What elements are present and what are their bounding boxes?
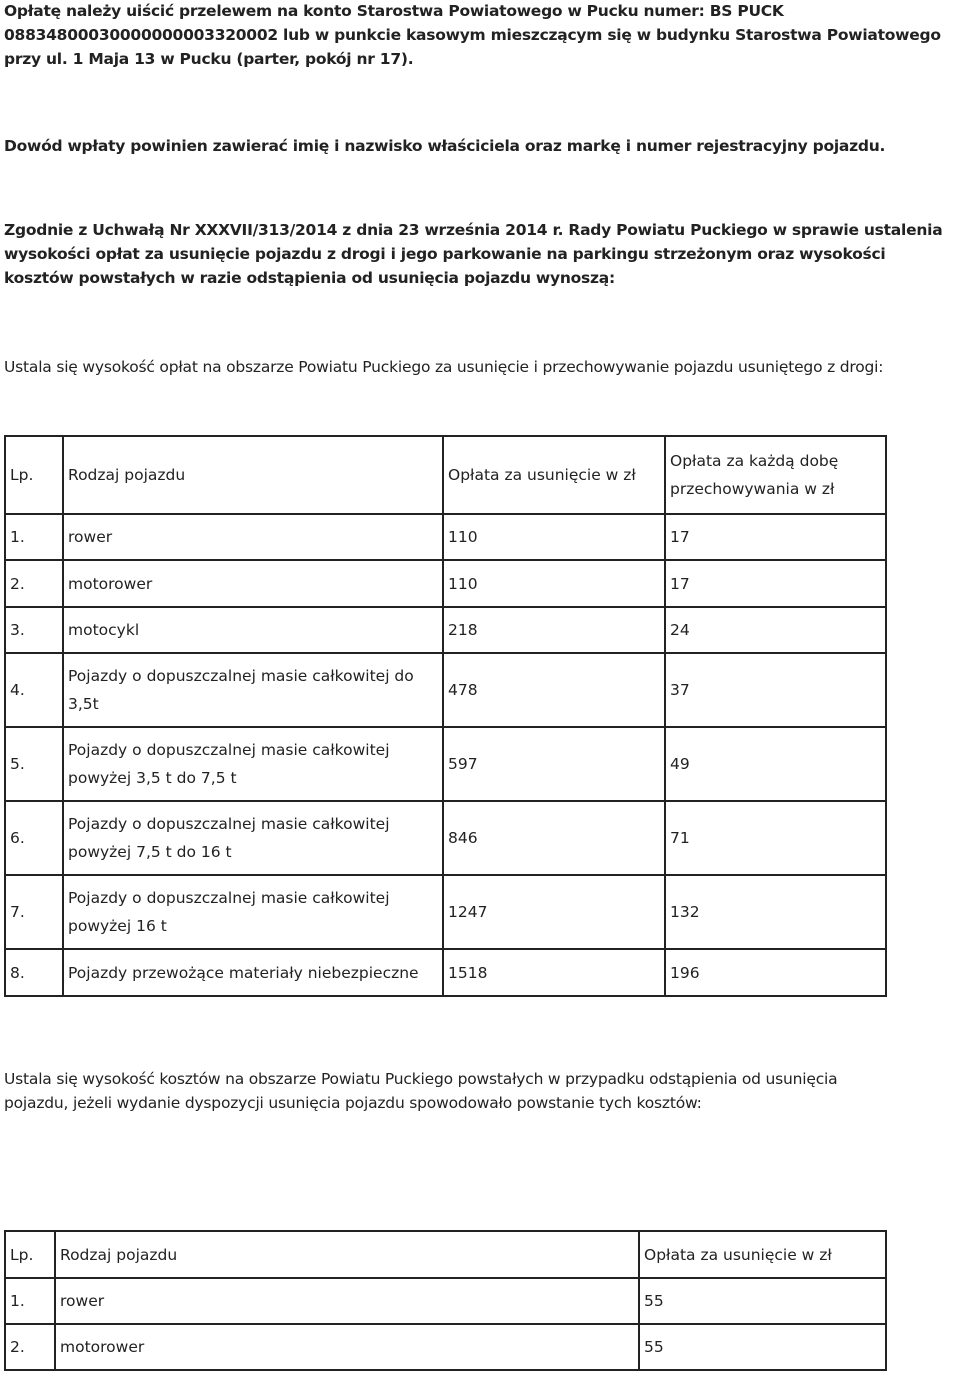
cell-removal-fee: 110 (443, 514, 665, 560)
header-removal-fee: Opłata za usunięcie w zł (443, 436, 665, 514)
cell-lp: 3. (5, 607, 63, 653)
table2-intro-line-2: pojazdu, jeżeli wydanie dyspozycji usunięcia pojazdu spowodowało powstanie tych kosztów: (4, 1094, 702, 1112)
cell-storage-fee: 37 (665, 653, 886, 727)
cell-lp: 2. (5, 560, 63, 607)
resolution-line-1: Zgodnie z Uchwałą Nr XXXVII/313/2014 z dnia 23 września 2014 r. Rady Powiatu Puckiego w sprawie ustalenia (4, 221, 943, 239)
table-row (5, 1278, 886, 1324)
cell-removal-fee: 55 (639, 1324, 886, 1370)
cell-storage-fee: 196 (665, 949, 886, 996)
cell-vehicle-type: rower (55, 1278, 639, 1324)
cell-lp: 5. (5, 727, 63, 801)
cell-vehicle-type: Pojazdy o dopuszczalnej masie całkowitej powyżej 3,5 t do 7,5 t (63, 727, 443, 801)
cell-storage-fee: 132 (665, 875, 886, 949)
payment-line-1: Opłatę należy uiścić przelewem na konto Starostwa Powiatowego w Pucku numer: BS PUCK (4, 2, 784, 20)
cell-vehicle-type: rower (63, 514, 443, 560)
cell-storage-fee: 17 (665, 514, 886, 560)
table-row (5, 949, 886, 996)
payment-proof-note (4, 134, 960, 158)
table-row (5, 560, 886, 607)
cell-removal-fee: 597 (443, 727, 665, 801)
cell-lp: 1. (5, 514, 63, 560)
cell-storage-fee: 17 (665, 560, 886, 607)
cell-vehicle-type: Pojazdy o dopuszczalnej masie całkowitej powyżej 16 t (63, 875, 443, 949)
cell-removal-fee: 55 (639, 1278, 886, 1324)
table-row (5, 727, 886, 801)
cell-removal-fee: 846 (443, 801, 665, 875)
cell-vehicle-type: motocykl (63, 607, 443, 653)
header-vehicle-type: Rodzaj pojazdu (63, 436, 443, 514)
resolution-line-2: wysokości opłat za usunięcie pojazdu z drogi i jego parkowanie na parkingu strzeżonym oraz wysokości (4, 245, 886, 263)
table-row (5, 875, 886, 949)
cell-lp: 8. (5, 949, 63, 996)
withdrawal-costs-table (4, 1230, 887, 1371)
withdrawal-table-header (5, 1231, 886, 1278)
table2-intro-line-1: Ustala się wysokość kosztów na obszarze Powiatu Puckiego powstałych w przypadku odstąpienia od usunięcia (4, 1070, 838, 1088)
table-row (5, 653, 886, 727)
table-row (5, 801, 886, 875)
cell-vehicle-type: Pojazdy o dopuszczalnej masie całkowitej powyżej 7,5 t do 16 t (63, 801, 443, 875)
cell-vehicle-type: Pojazdy o dopuszczalnej masie całkowitej do 3,5t (63, 653, 443, 727)
cell-removal-fee: 218 (443, 607, 665, 653)
cell-removal-fee: 1247 (443, 875, 665, 949)
cell-removal-fee: 478 (443, 653, 665, 727)
header-vehicle-type: Rodzaj pojazdu (55, 1231, 639, 1278)
payment-line-2: 08834800030000000003320002 lub w punkcie kasowym mieszczącym się w budynku Starostwa Powiatowego (4, 26, 941, 44)
cell-lp: 6. (5, 801, 63, 875)
cell-storage-fee: 49 (665, 727, 886, 801)
cell-removal-fee: 110 (443, 560, 665, 607)
cell-lp: 7. (5, 875, 63, 949)
cell-vehicle-type: motorower (63, 560, 443, 607)
payment-info (4, 0, 960, 71)
cell-vehicle-type: Pojazdy przewożące materiały niebezpieczne (63, 949, 443, 996)
cell-lp: 4. (5, 653, 63, 727)
header-storage-fee: Opłata za każdą dobę przechowywania w zł (665, 436, 886, 514)
table-row (5, 607, 886, 653)
table-row (5, 1324, 886, 1370)
cell-lp: 1. (5, 1278, 55, 1324)
cell-storage-fee: 24 (665, 607, 886, 653)
payment-proof-text: Dowód wpłaty powinien zawierać imię i nazwisko właściciela oraz markę i numer rejestracyjny pojazdu. (4, 137, 886, 155)
cell-removal-fee: 1518 (443, 949, 665, 996)
header-lp: Lp. (5, 1231, 55, 1278)
resolution-paragraph (4, 218, 960, 290)
resolution-line-3: kosztów powstałych w razie odstąpienia od usunięcia pojazdu wynoszą: (4, 269, 615, 287)
table-row (5, 514, 886, 560)
header-lp: Lp. (5, 436, 63, 514)
fees-table-header (5, 436, 886, 514)
table2-intro (4, 1067, 960, 1115)
table1-intro (4, 355, 960, 379)
fees-table (4, 435, 887, 997)
header-removal-fee: Opłata za usunięcie w zł (639, 1231, 886, 1278)
payment-line-3: przy ul. 1 Maja 13 w Pucku (parter, pokój nr 17). (4, 50, 414, 68)
cell-lp: 2. (5, 1324, 55, 1370)
cell-storage-fee: 71 (665, 801, 886, 875)
table1-intro-text: Ustala się wysokość opłat na obszarze Powiatu Puckiego za usunięcie i przechowywanie pojazdu usuniętego z drogi: (4, 358, 884, 376)
cell-vehicle-type: motorower (55, 1324, 639, 1370)
